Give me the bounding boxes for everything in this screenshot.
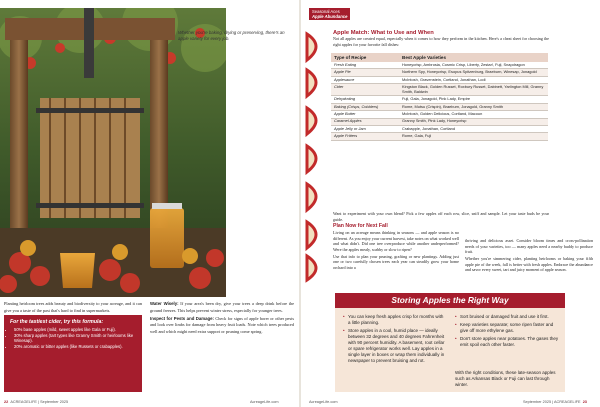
table-row bbox=[331, 76, 548, 83]
section-tag bbox=[309, 8, 350, 20]
recipe-type-cell: Caramel Apples bbox=[331, 118, 399, 125]
cider-press-apples-photo bbox=[0, 8, 226, 297]
apple-match-heading: Apple Match: What to Use and When bbox=[333, 30, 434, 36]
sidebar-title: For the tastiest cider, try this formula: bbox=[10, 319, 104, 325]
heirloom-text: Planting heirloom trees adds beauty and biodiversity to your acreage, and it can give you a taste of the past that's hard to find in supermarkets. bbox=[4, 301, 142, 313]
recipe-type-cell: Applesauce bbox=[331, 76, 399, 83]
water-lead: Water Wisely: bbox=[150, 301, 179, 306]
right-page bbox=[301, 0, 600, 407]
table-row bbox=[331, 96, 548, 103]
table-row bbox=[331, 133, 548, 140]
plan-column-one bbox=[333, 230, 459, 272]
apple-varieties-cell: McIntosh, Gravenstein, Cortland, Jonathan, Lodi bbox=[399, 76, 548, 83]
plan-paragraph: Living on an acreage means thinking in seasons — and apple season is no different. As you enjoy your current harvest, take notes on what worked well and what didn't. Did one tree overproduce while another underperformed? Were the apples mealy, scabby or slow to ripen? bbox=[333, 230, 459, 252]
recipe-type-cell: Apple Pie bbox=[331, 69, 399, 76]
column-two bbox=[150, 301, 294, 337]
table-row bbox=[331, 62, 548, 69]
intro-paragraph bbox=[4, 301, 142, 316]
apple-varieties-cell: Rome, Mutsu (Crispin), Braeburn, Jonagold, Granny Smith bbox=[399, 103, 548, 110]
after-table-text: Want to experiment with your own blend? Pick a few apples off each row, slice, sniff and sample. Let your taste buds be your guide. bbox=[333, 211, 549, 222]
apple-slices-image bbox=[305, 30, 329, 284]
recipe-type-cell: Baking (Crisps, Cobblers) bbox=[331, 103, 399, 110]
apple-match-intro: Not all apples are created equal, especially when it comes to how they perform in the kitchen. Here's a cheat sheet for choosing the right apples for your favorite fall dishes: bbox=[333, 36, 549, 47]
section-tag-line2: Apple Abundance bbox=[312, 14, 348, 19]
apple-varieties-cell: Kingston Black, Golden Russet, Roxbury Russet, Dabinett, Yarlington Mill, Granny Smith, Baldwin bbox=[399, 84, 548, 96]
recipe-type-cell: Fresh Eating bbox=[331, 62, 399, 69]
sidebar-item: • 50% base apples (mild, sweet apples like Gala or Fuji). bbox=[14, 327, 136, 333]
table-row bbox=[331, 84, 548, 96]
brand: ACREAGELIFE bbox=[10, 400, 37, 404]
apple-varieties-cell: Northern Spy, Honeycrisp, Esopus Spitzenburg, Braeburn, Winesap, Jonagold bbox=[399, 69, 548, 76]
storing-tip: • Don't store apples near potatoes. The gases they emit spoil each other faster. bbox=[455, 336, 559, 348]
plan-paragraph: Whether you're simmering cider, planting heirlooms or baking your fifth apple pie of the week, fall is better with fresh apples. Embrace the abundance and savor every sweet, tart and juicy moment of apple season. bbox=[465, 256, 593, 273]
water-paragraph bbox=[150, 301, 294, 314]
sidebar-item: • 30% sharp apples (tart types like Granny Smith or heirlooms like Winesap). bbox=[14, 333, 136, 344]
table-header-row bbox=[331, 53, 548, 62]
cider-formula-sidebar bbox=[4, 315, 142, 392]
recipe-variety-table bbox=[331, 53, 548, 141]
plan-paragraph: Use that info to plan your pruning, grafting or new plantings. Adding just one or two carefully chosen trees each year can steadily grow your home orchard into a bbox=[333, 253, 459, 271]
sidebar-item: • 20% aromatic or bitter apples (like Russets or crabapples). bbox=[14, 344, 136, 350]
plan-heading: Plan Now for Next Fall bbox=[333, 223, 388, 229]
left-site: AcreageLife.com bbox=[250, 400, 279, 404]
storing-box-title: Storing Apples the Right Way bbox=[335, 293, 565, 308]
left-page bbox=[0, 0, 299, 407]
apple-press-illustration bbox=[0, 8, 226, 297]
storing-list-right bbox=[455, 314, 559, 350]
table-row bbox=[331, 103, 548, 110]
page-number: 23 bbox=[582, 400, 587, 404]
issue-month: September 2025 bbox=[523, 400, 552, 404]
table-row bbox=[331, 111, 548, 118]
plan-column-two bbox=[465, 238, 593, 275]
storing-box bbox=[335, 308, 565, 392]
water-text: If your area's been dry, give your trees a deep drink before the ground freezes. This helps prevent winter stress, especially for younger trees. bbox=[150, 301, 295, 313]
inspect-paragraph bbox=[150, 316, 294, 336]
recipe-type-cell: Cider bbox=[331, 84, 399, 96]
apple-varieties-cell: Crabapple, Jonathan, Cortland bbox=[399, 125, 548, 132]
left-folio: 22 ACREAGELIFE | September 2025 bbox=[4, 400, 69, 404]
storing-tip: • Sort bruised or damaged fruit and use it first. bbox=[455, 314, 559, 320]
recipe-type-cell: Dehydrating bbox=[331, 96, 399, 103]
table-body bbox=[331, 62, 548, 140]
apple-varieties-cell: Granny Smith, Pink Lady, Honeycrisp bbox=[399, 118, 548, 125]
table-row bbox=[331, 69, 548, 76]
page-number: 22 bbox=[4, 400, 9, 404]
table-header: Best Apple Varieties bbox=[399, 53, 548, 62]
right-folio: September 2025 | ACREAGELIFE 23 bbox=[523, 400, 587, 404]
brand: ACREAGELIFE bbox=[553, 400, 581, 404]
table-row bbox=[331, 118, 548, 125]
storing-note: With the right conditions, these late-season apples such as Arkansas Black or Fuji can last through winter. bbox=[455, 370, 556, 387]
inspect-lead: Inspect for Pests and Damage: bbox=[150, 315, 214, 321]
plan-paragraph: thriving and delicious asset. Consider bloom times and cross-pollination needs of your varieties, too — many apples need a nearby buddy to produce fruit. bbox=[465, 238, 593, 255]
storing-tip: • Store apples in a cool, humid place — ideally between 32 degrees and 40 degrees Fahrenheit with 90 percent humidity. A basement, root cellar or spare refrigerator works well. Lay apples in a single layer in boxes or wrap them individually in newspaper to prevent bruising and rot. bbox=[343, 328, 447, 363]
sidebar-list bbox=[4, 327, 142, 349]
table-header: Type of Recipe bbox=[331, 53, 399, 62]
right-site: AcreageLife.com bbox=[309, 400, 338, 404]
apple-varieties-cell: McIntosh, Golden Delicious, Cortland, Macoun bbox=[399, 111, 548, 118]
apple-varieties-cell: Rome, Gala, Fuji bbox=[399, 133, 548, 140]
table-row bbox=[331, 125, 548, 132]
inspect-text: Check for signs of apple borer or other pests and look over limbs for damage from heavy fruit loads. Note which trees produced well and which might need extra support or pruning come spring. bbox=[150, 315, 294, 334]
apple-varieties-cell: Fuji, Gala, Jonagold, Pink Lady, Empire bbox=[399, 96, 548, 103]
storing-list-left bbox=[343, 314, 447, 366]
apple-varieties-cell: Honeycrisp, Ambrosia, Cosmic Crisp, Liberty, Zestar!, Fuji, Snapdragon bbox=[399, 62, 548, 69]
issue-month: September 2025 bbox=[40, 400, 69, 404]
storing-tip: • You can keep fresh apples crisp for months with a little planning. bbox=[343, 314, 447, 326]
recipe-type-cell: Apple Butter bbox=[331, 111, 399, 118]
photo-caption: Whether you're baking, drying or preserving, there's an apple variety for every job. bbox=[178, 30, 285, 41]
recipe-type-cell: Apple Jelly or Jam bbox=[331, 125, 399, 132]
storing-tip: • Keep varieties separate; some ripen faster and give off more ethylene gas. bbox=[455, 322, 559, 334]
recipe-type-cell: Apple Fritters bbox=[331, 133, 399, 140]
section-tag-line1: Seasonal Aces bbox=[312, 9, 340, 14]
